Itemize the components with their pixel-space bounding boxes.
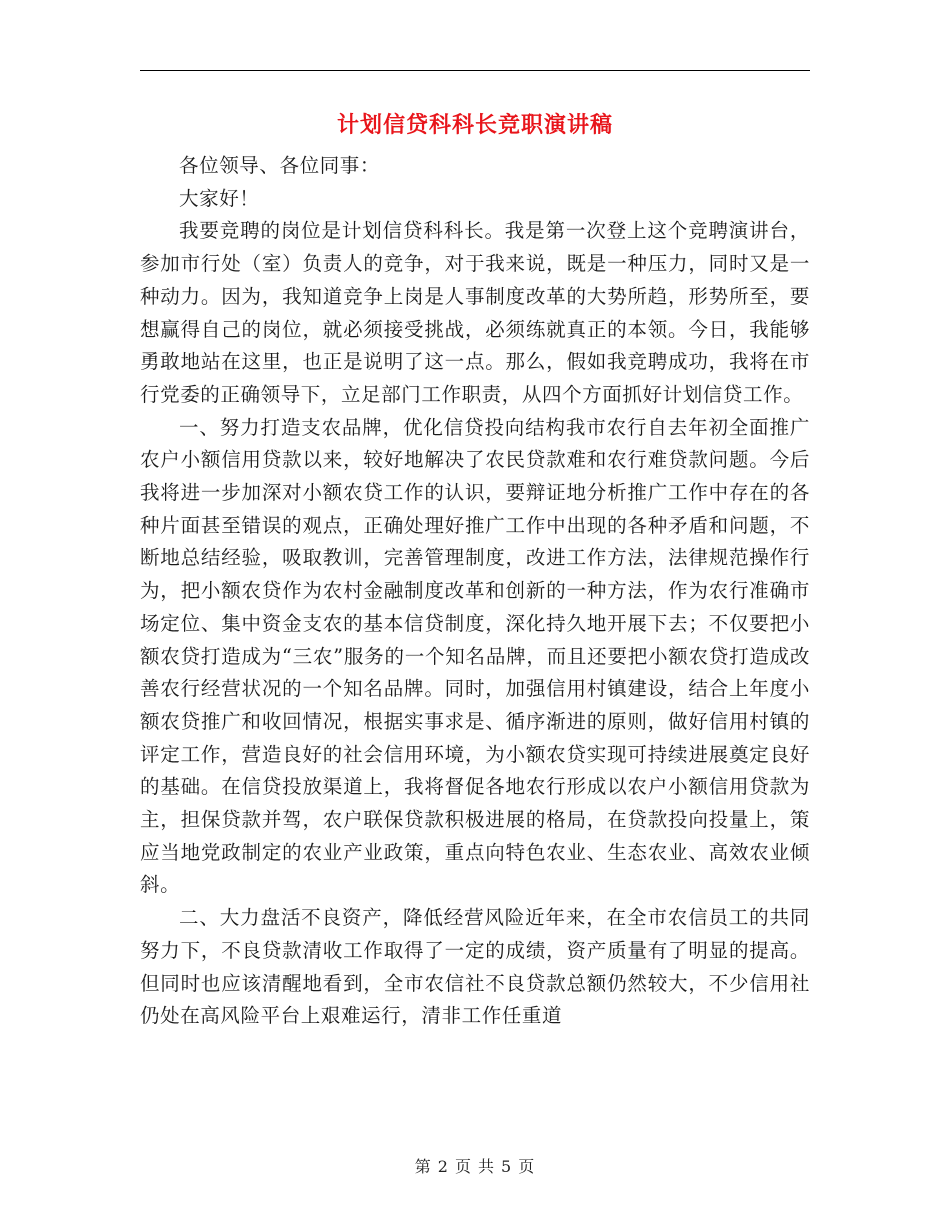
greeting: 大家好！ (179, 186, 260, 210)
footer-page-number: 2 (437, 1157, 449, 1176)
header-rule (140, 70, 810, 71)
footer-prefix: 第 (414, 1157, 432, 1176)
footer-suffix: 页 (518, 1157, 536, 1176)
paragraph-intro: 我要竞聘的岗位是计划信贷科科长。我是第一次登上这个竞聘演讲台，参加市行处（室）负责人的竞争，对于我来说，既是一种压力，同时又是一种动力。因为，我知道竞争上岗是人事制度改革的大势所趋，形势所至，要想赢得自己的岗位，就必须接受挑战，必须练就真正的本领。今日，我能够勇敢地站在这里，也正是说明了这一点。那么，假如我竞聘成功，我将在市行党委的正确领导下，立足部门工作职责，从四个方面抓好计划信贷工作。 (140, 219, 810, 406)
footer-total-pages: 5 (501, 1157, 513, 1176)
document-body (140, 150, 810, 1033)
paragraph-section-two: 二、大力盘活不良资产，降低经营风险近年来，在全市农信员工的共同努力下，不良贷款清收工作取得了一定的成绩，资产质量有了明显的提高。但同时也应该清醒地看到，全市农信社不良贷款总额仍然较大，不少信用社仍处在高风险平台上艰难运行，清非工作任重道 (140, 906, 810, 1028)
paragraph-section-one: 一、努力打造支农品牌，优化信贷投向结构我市农行自去年初全面推广农户小额信用贷款以来，较好地解决了农民贷款难和农行难贷款问题。今后我将进一步加深对小额农贷工作的认识，要辩证地分析推广工作中存在的各种片面甚至错误的观点，正确处理好推广工作中出现的各种矛盾和问题，不断地总结经验，吸取教训，完善管理制度，改进工作方法，法律规范操作行为，把小额农贷作为农村金融制度改革和创新的一种方法，作为农行准确市场定位、集中资金支农的基本信贷制度，深化持久地开展下去；不仅要把小额农贷打造成为“三农”服务的一个知名品牌，而且还要把小额农贷打造成改善农行经营状况的一个知名品牌。同时，加强信用村镇建设，结合上年度小额农贷推广和收回情况，根据实事求是、循序渐进的原则，做好信用村镇的评定工作，营造良好的社会信用环境，为小额农贷实现可持续进展奠定良好的基础。在信贷投放渠道上，我将督促各地农行形成以农户小额信用贷款为主，担保贷款并驾，农户联保贷款积极进展的格局，在贷款投向投量上，策应当地党政制定的农业产业政策，重点向特色农业、生态农业、高效农业倾斜。 (140, 415, 810, 897)
document-title: 计划信贷科科长竞职演讲稿 (336, 113, 613, 138)
footer-middle: 页 共 (454, 1157, 496, 1176)
page-footer (0, 1154, 950, 1177)
salutation: 各位领导、各位同事： (179, 154, 381, 177)
